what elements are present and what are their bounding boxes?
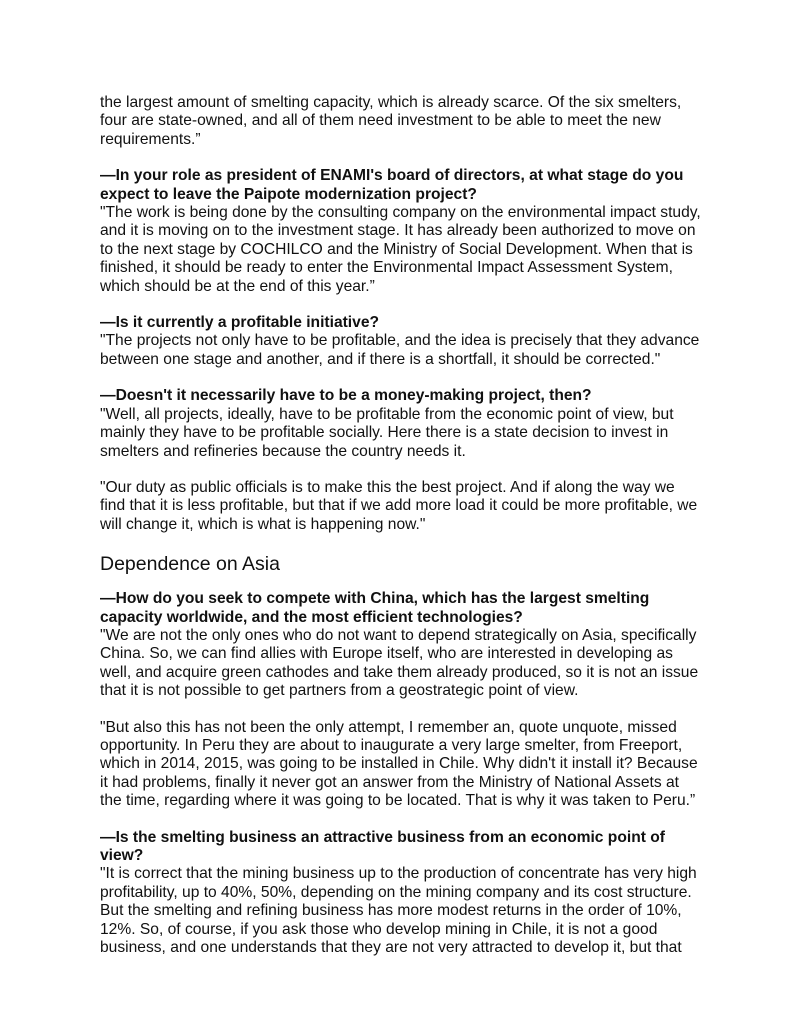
question-smelting-business: —Is the smelting business an attractive business from an economic point of view? [100, 828, 665, 864]
section-heading: Dependence on Asia [100, 553, 280, 576]
qa-block-paipote [100, 167, 704, 296]
qa-block-china [100, 590, 704, 810]
qa-block-profitable [100, 314, 704, 369]
answer-paipote-stage: "The work is being done by the consulting company on the environmental impact study, and it is moving on to the investment stage. It has already been authorized to move on to the next stage by COCHILCO and the Ministry of Social Development. When that is finished, it should be ready to enter the Environmental Impact Assessment System, which should be at the end of this year.” [100, 204, 701, 295]
document-page [100, 94, 704, 975]
answer-china: "We are not the only ones who do not want to depend strategically on Asia, specifically China. So, we can find allies with Europe itself, who are interested in developing as well, and acquire green cathodes and take them already produced, so it is not an issue that it is not possible to get partners from a geostrategic point of view. [100, 626, 699, 700]
answer-china-continued: "But also this has not been the only attempt, I remember an, quote unquote, missed opportunity. In Peru they are about to inaugurate a very large smelter, from Freeport, which in 2014, 2015, was going to be installed in Chile. Why didn't it install it? Because it had problems, finally it never got an answer from the Ministry of National Assets at the time, regarding where it was going to be located. That is why it was taken to Peru.” [100, 718, 698, 810]
intro-block [100, 94, 704, 149]
question-money-making: —Doesn't it necessarily have to be a money-making project, then? [100, 387, 592, 405]
answer-money-making-continued: "Our duty as public officials is to make this the best project. And if along the way we find that it is less profitable, but that if we add more load it could be more profitable, we will change it, which is what is happening now." [100, 478, 698, 533]
answer-profitable: "The projects not only have to be profitable, and the idea is precisely that they advance between one stage and another, and if there is a shortfall, it should be corrected." [100, 332, 700, 368]
question-paipote-stage: —In your role as president of ENAMI's board of directors, at what stage do you expect to leave the Paipote modernization project? [100, 167, 684, 203]
qa-block-money-making [100, 387, 704, 534]
qa-block-smelting-business [100, 829, 704, 958]
question-profitable: —Is it currently a profitable initiative? [100, 314, 380, 332]
answer-money-making: "Well, all projects, ideally, have to be profitable from the economic point of view, but mainly they have to be profitable socially. Here there is a state decision to invest in smelters and refineries because the country needs it. [100, 405, 674, 460]
question-china: —How do you seek to compete with China, which has the largest smelting capacity worldwide, and the most efficient technologies? [100, 590, 650, 626]
answer-smelting-business: "It is correct that the mining business up to the production of concentrate has very high profitability, up to 40%, 50%, depending on the mining company and its cost structure. But the smelting and refining business has more modest returns in the order of 10%, 12%. So, of course, if you ask those who develop mining in Chile, it is not a good business, and one understands that they are not very attracted to develop it, but that [100, 865, 697, 957]
intro-paragraph: the largest amount of smelting capacity, which is already scarce. Of the six smelters, four are state-owned, and all of them need investment to be able to meet the new requirements.” [100, 94, 682, 148]
